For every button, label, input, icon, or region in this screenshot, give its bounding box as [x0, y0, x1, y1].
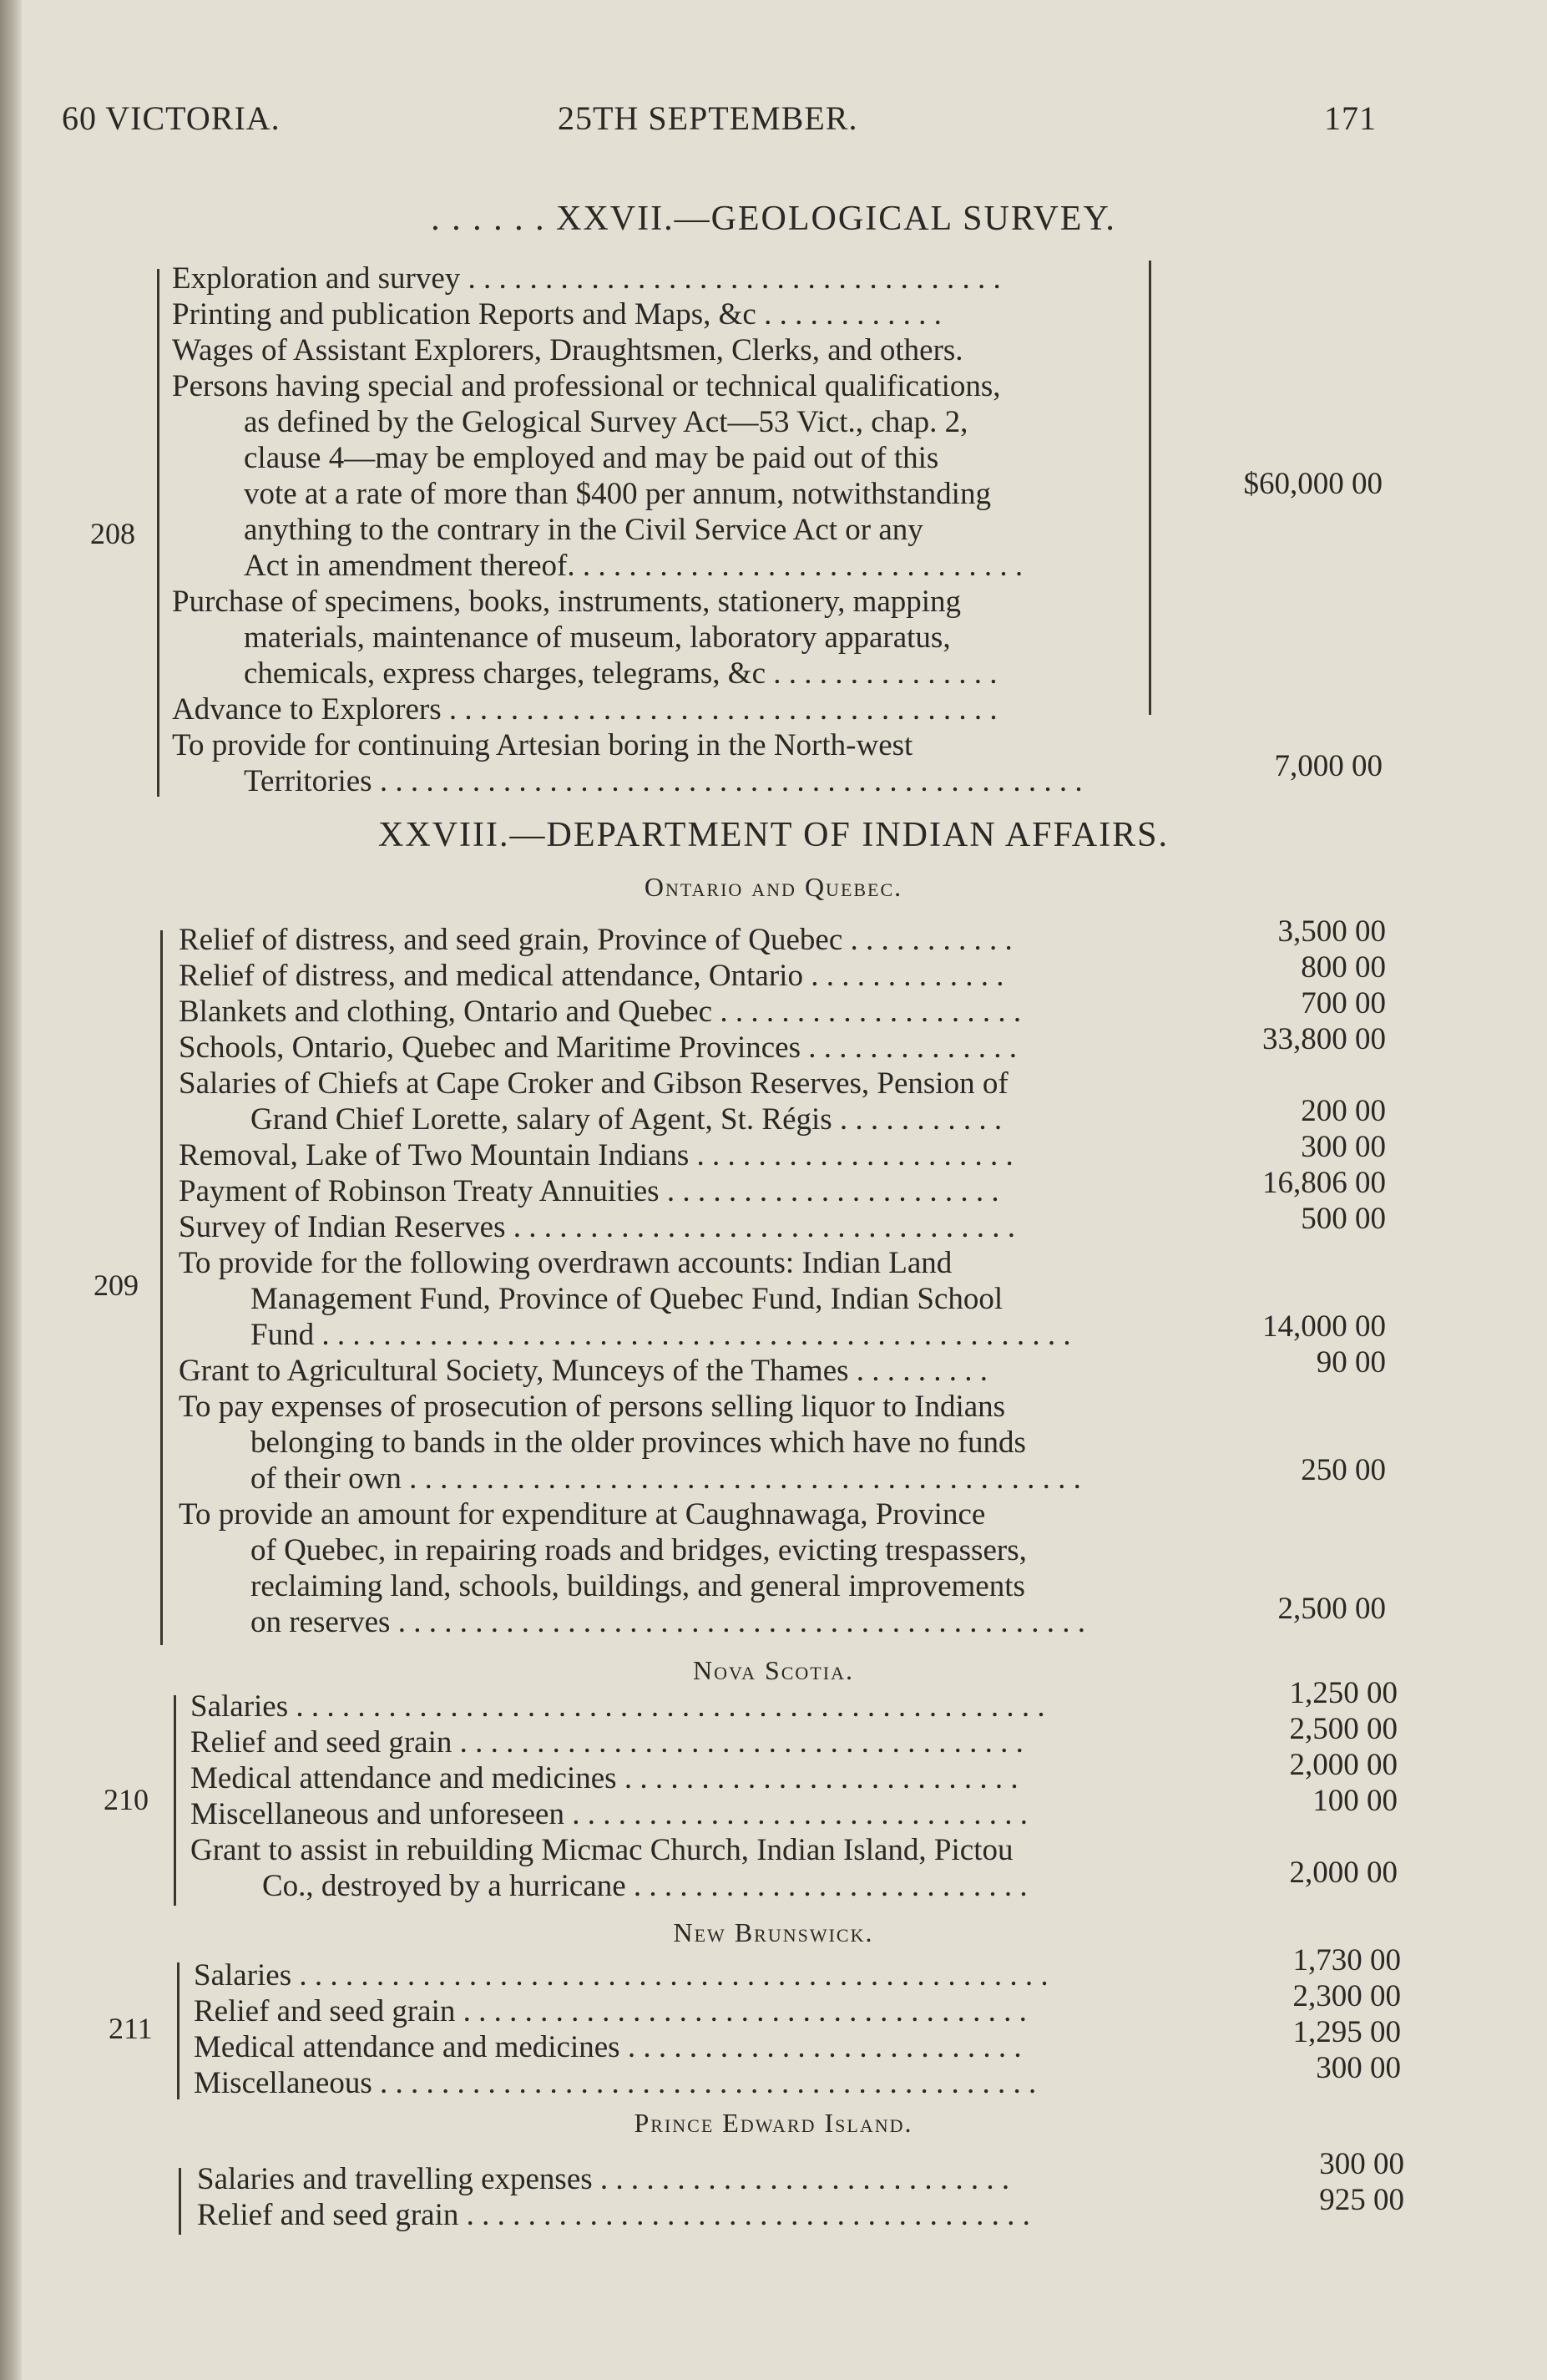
amount: 300 00 — [1316, 2051, 1401, 2085]
amount: 925 00 — [1319, 2183, 1404, 2217]
line-item: Grant to Agricultural Society, Munceys of the Thames . . . . . . . . . — [179, 1354, 988, 1388]
line-item-continued: anything to the contrary in the Civil Service Act or any — [244, 513, 923, 547]
line-item: Exploration and survey . . . . . . . . . . . . . . . . . . . . . . . . . . . . . . . . . . . — [172, 261, 1001, 296]
subsection-new-brunswick: New Brunswick. — [673, 1917, 874, 1947]
brace-210 — [174, 1695, 176, 1906]
brace-208 — [157, 269, 159, 797]
line-item-continued: vote at a rate of more than $400 per annum, notwithstanding — [244, 477, 991, 511]
line-item: Miscellaneous . . . . . . . . . . . . . . . . . . . . . . . . . . . . . . . . . . . . . . . . . . . — [194, 2066, 1037, 2100]
line-item: Medical attendance and medicines . . . . . . . . . . . . . . . . . . . . . . . . . . — [194, 2030, 1022, 2064]
line-item: Blankets and clothing, Ontario and Quebec . . . . . . . . . . . . . . . . . . . . — [179, 995, 1022, 1029]
line-item: Salaries . . . . . . . . . . . . . . . . . . . . . . . . . . . . . . . . . . . . . . . . . . . . . . . . . — [190, 1689, 1045, 1724]
subsection-ontario-quebec: Ontario and Quebec. — [644, 872, 903, 902]
line-item: Survey of Indian Reserves . . . . . . . . . . . . . . . . . . . . . . . . . . . . . . . . . — [179, 1210, 1015, 1244]
section-title-indian-affairs: XXVIII.—DEPARTMENT OF INDIAN AFFAIRS. — [378, 816, 1169, 854]
header-date: 25TH SEPTEMBER. — [558, 99, 858, 137]
line-item: To pay expenses of prosecution of persons selling liquor to Indians — [179, 1390, 1006, 1424]
line-item: Relief of distress, and seed grain, Province of Quebec . . . . . . . . . . . — [179, 923, 1013, 957]
line-item: To provide for continuing Artesian boring in the North-west — [172, 728, 913, 762]
line-item: Persons having special and professional or technical qualifications, — [172, 369, 1001, 403]
line-item: Relief and seed grain . . . . . . . . . . . . . . . . . . . . . . . . . . . . . . . . . . . . . — [190, 1725, 1024, 1760]
subsection-prince-edward-island: Prince Edward Island. — [634, 2108, 913, 2138]
line-item-continued: Grand Chief Lorette, salary of Agent, St. Régis . . . . . . . . . . . — [250, 1102, 1003, 1137]
amount: 1,250 00 — [1289, 1676, 1398, 1710]
vote-number-209: 209 — [94, 1268, 139, 1302]
amount: 2,500 00 — [1277, 1592, 1386, 1626]
line-item-continued: of their own . . . . . . . . . . . . . . . . . . . . . . . . . . . . . . . . . . . . . . . . . . . . — [250, 1461, 1081, 1496]
line-item: To provide an amount for expenditure at Caughnawaga, Province — [179, 1497, 986, 1532]
amount-geological-total: $60,000 00 — [1243, 467, 1383, 501]
line-item: Miscellaneous and unforeseen . . . . . . . . . . . . . . . . . . . . . . . . . . . . . . — [190, 1797, 1028, 1831]
line-item: Advance to Explorers . . . . . . . . . . . . . . . . . . . . . . . . . . . . . . . . . . . . — [172, 692, 998, 727]
amount: 300 00 — [1319, 2147, 1404, 2181]
line-item: Payment of Robinson Treaty Annuities . . . . . . . . . . . . . . . . . . . . . . — [179, 1174, 999, 1208]
line-item: Wages of Assistant Explorers, Draughtsmen, Clerks, and others. — [172, 333, 963, 367]
line-item-continued: Co., destroyed by a hurricane . . . . . . . . . . . . . . . . . . . . . . . . . . — [262, 1869, 1028, 1903]
brace-211 — [177, 1962, 179, 2099]
line-item: Relief and seed grain . . . . . . . . . . . . . . . . . . . . . . . . . . . . . . . . . . . . . — [197, 2198, 1030, 2232]
line-item: To provide for the following overdrawn accounts: Indian Land — [179, 1246, 953, 1280]
line-item-continued: clause 4—may be employed and may be paid out of this — [244, 441, 939, 475]
subsection-nova-scotia: Nova Scotia. — [693, 1655, 854, 1685]
line-item-continued: of Quebec, in repairing roads and bridges, evicting trespassers, — [250, 1533, 1027, 1567]
line-item: Relief of distress, and medical attendance, Ontario . . . . . . . . . . . . . — [179, 959, 1004, 993]
line-item-continued: on reserves . . . . . . . . . . . . . . . . . . . . . . . . . . . . . . . . . . . . . . . . . . . . . — [250, 1605, 1085, 1639]
line-item: Medical attendance and medicines . . . . . . . . . . . . . . . . . . . . . . . . . . — [190, 1761, 1019, 1795]
vote-number-210: 210 — [104, 1783, 149, 1816]
line-item: Salaries . . . . . . . . . . . . . . . . . . . . . . . . . . . . . . . . . . . . . . . . . . . . . . . . . — [194, 1958, 1049, 1993]
amount: 800 00 — [1301, 950, 1386, 985]
line-item-continued: chemicals, express charges, telegrams, &c . . . . . . . . . . . . . . . — [244, 656, 998, 691]
line-item-continued: Act in amendment thereof. . . . . . . . . . . . . . . . . . . . . . . . . . . . . . — [244, 549, 1024, 583]
amount: 3,500 00 — [1277, 914, 1386, 949]
line-item: Printing and publication Reports and Maps, &c . . . . . . . . . . . . — [172, 297, 942, 332]
line-item-continued: Fund . . . . . . . . . . . . . . . . . . . . . . . . . . . . . . . . . . . . . . . . . . . . . . . . . — [250, 1318, 1071, 1352]
vote-number-208: 208 — [90, 517, 135, 550]
amount: 500 00 — [1301, 1202, 1386, 1236]
amount: 200 00 — [1301, 1094, 1386, 1128]
brace-pei — [179, 2168, 181, 2235]
amount: 2,300 00 — [1292, 1979, 1401, 2013]
line-item: Grant to assist in rebuilding Micmac Church, Indian Island, Pictou — [190, 1833, 1014, 1867]
amount: 700 00 — [1301, 986, 1386, 1020]
amount: 300 00 — [1301, 1130, 1386, 1164]
line-item: Removal, Lake of Two Mountain Indians . . . . . . . . . . . . . . . . . . . . . — [179, 1138, 1014, 1172]
line-item-continued: reclaiming land, schools, buildings, and general improvements — [250, 1569, 1025, 1603]
page-number: 171 — [1324, 99, 1377, 137]
line-item-continued: as defined by the Gelogical Survey Act—53 Vict., chap. 2, — [244, 405, 968, 439]
line-item: Purchase of specimens, books, instruments, stationery, mapping — [172, 585, 962, 619]
amount: 33,800 00 — [1262, 1022, 1386, 1056]
line-item: Relief and seed grain . . . . . . . . . . . . . . . . . . . . . . . . . . . . . . . . . . . . . — [194, 1994, 1027, 2028]
line-item-continued: belonging to bands in the older provinces which have no funds — [250, 1425, 1026, 1460]
amount: 100 00 — [1312, 1784, 1398, 1818]
amount: 90 00 — [1316, 1345, 1386, 1380]
amount-artesian-boring: 7,000 00 — [1274, 749, 1383, 783]
line-item-continued: Territories . . . . . . . . . . . . . . . . . . . . . . . . . . . . . . . . . . . . . . . . . . . . . . — [244, 764, 1083, 798]
amount: 2,000 00 — [1289, 1856, 1398, 1890]
vote-number-211: 211 — [109, 2012, 153, 2045]
header-regnal-year: 60 VICTORIA. — [62, 99, 281, 137]
amount: 250 00 — [1301, 1453, 1386, 1487]
amount: 1,730 00 — [1292, 1943, 1401, 1977]
line-item: Salaries and travelling expenses . . . . . . . . . . . . . . . . . . . . . . . . . . . — [197, 2162, 1010, 2196]
section-title-geological-survey: . . . . . . XXVII.—GEOLOGICAL SURVEY. — [431, 200, 1116, 238]
line-item: Schools, Ontario, Quebec and Maritime Provinces . . . . . . . . . . . . . . — [179, 1030, 1017, 1065]
brace-209 — [160, 930, 163, 1645]
amount: 16,806 00 — [1262, 1166, 1386, 1200]
amount: 2,500 00 — [1289, 1712, 1398, 1746]
line-item-continued: materials, maintenance of museum, laboratory apparatus, — [244, 620, 951, 655]
line-item-continued: Management Fund, Province of Quebec Fund, Indian School — [250, 1282, 1004, 1316]
amount: 14,000 00 — [1262, 1309, 1386, 1344]
amount: 1,295 00 — [1292, 2015, 1401, 2049]
line-item: Salaries of Chiefs at Cape Croker and Gibson Reserves, Pension of — [179, 1066, 1009, 1101]
amount: 2,000 00 — [1289, 1748, 1398, 1782]
